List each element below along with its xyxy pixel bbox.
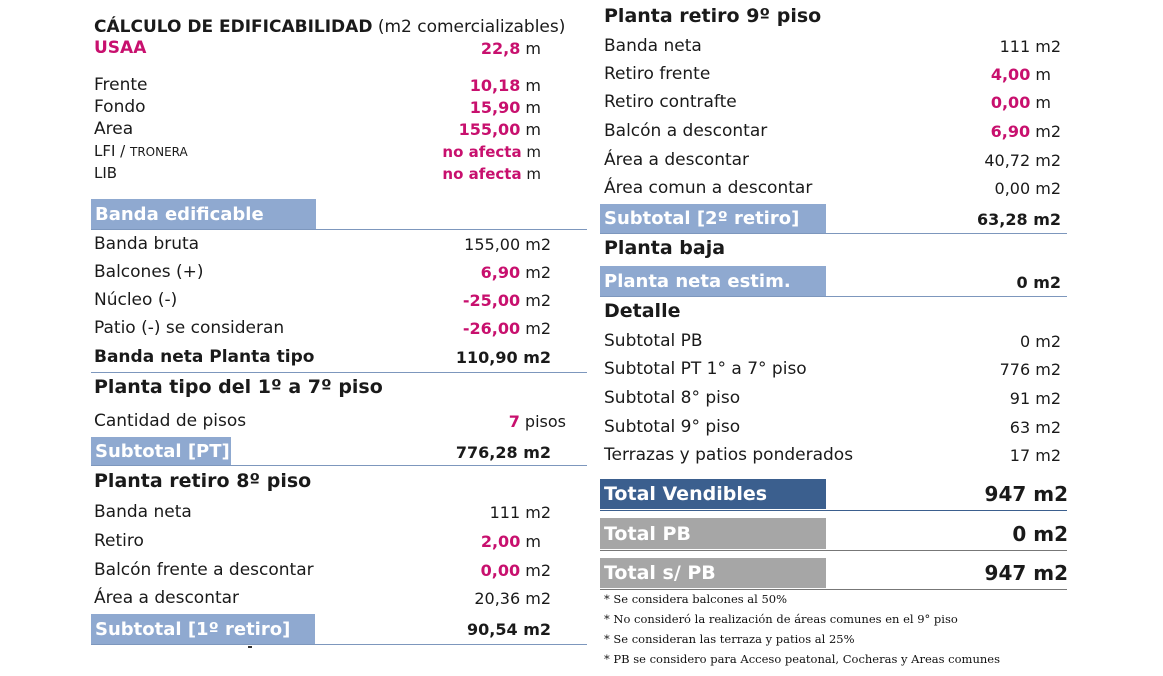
calc-title-rest: (m2 comercializables) — [372, 17, 566, 37]
retiro-frente-number: 4,00 — [990, 65, 1031, 84]
frente-label: Frente — [94, 75, 148, 95]
patio-label: Patio (-) se consideran — [94, 318, 285, 338]
calc-title — [94, 17, 565, 37]
subtotal-r2-rule — [600, 233, 1067, 234]
detalle-8-label: Subtotal 8° piso — [604, 388, 741, 408]
subtotal-pt-band: Subtotal [PT] — [91, 437, 231, 465]
retiro9-area-value: 40,72 m2 — [984, 151, 1061, 170]
retiro-contrafte-unit: m — [1030, 93, 1051, 112]
retiro-contrafte-number: 0,00 — [990, 93, 1031, 112]
banda-rule — [91, 229, 587, 230]
retiro8-retiro-unit: m — [520, 532, 541, 551]
frente-number: 10,18 — [469, 76, 521, 95]
lfi-label-small: TRONERA — [130, 145, 188, 159]
area-unit: m — [520, 120, 541, 139]
balcon-descontar-unit: m2 — [1030, 122, 1061, 141]
subtotal-r1-rule — [91, 644, 587, 645]
total-vendibles-rule — [600, 510, 1067, 511]
patio-unit: m2 — [520, 319, 551, 338]
fondo-unit: m — [520, 98, 541, 117]
nucleo-number: -25,00 — [462, 291, 521, 310]
area-value — [459, 120, 541, 139]
calc-title-bold: CÁLCULO DE EDIFICABILIDAD — [94, 17, 373, 37]
retiro8-balcon-label: Balcón frente a descontar — [94, 560, 314, 580]
note-3: * Se consideran las terraza y patios al 25% — [604, 632, 855, 646]
stray-mark — [248, 646, 252, 648]
retiro8-balcon-number: 0,00 — [480, 561, 521, 580]
retiro8-retiro-value — [481, 532, 541, 551]
frente-value — [470, 76, 541, 95]
planta-neta-value: 0 m2 — [1016, 273, 1061, 292]
balcon-descontar-value — [991, 122, 1061, 141]
patio-number: -26,00 — [462, 319, 521, 338]
subtotal-r2-band: Subtotal [2º retiro] — [600, 204, 826, 233]
subtotal-pt-value: 776,28 m2 — [455, 443, 551, 462]
subtotal-r1-band: Subtotal [1º retiro] — [91, 614, 315, 644]
fondo-label: Fondo — [94, 97, 146, 117]
detalle-pt-label: Subtotal PT 1° a 7° piso — [604, 359, 807, 379]
total-spb-rule — [600, 589, 1067, 590]
lfi-value — [442, 143, 541, 161]
retiro-frente-value — [991, 65, 1051, 84]
balcon-descontar-number: 6,90 — [990, 122, 1031, 141]
retiro-contrafte-value — [991, 93, 1051, 112]
lfi-number: no afecta — [442, 143, 522, 161]
total-pb-value: 0 m2 — [1012, 522, 1068, 546]
balcones-number: 6,90 — [480, 263, 521, 282]
banda-neta-rule — [91, 372, 587, 373]
retiro9-banda-neta-label: Banda neta — [604, 36, 702, 56]
total-pb-band: Total PB — [600, 518, 826, 549]
detalle-8-value: 91 m2 — [1009, 389, 1061, 408]
planta-tipo-title: Planta tipo del 1º a 7º piso — [94, 376, 383, 398]
detalle-terrazas-label: Terrazas y patios ponderados — [604, 445, 854, 465]
banda-neta-label: Banda neta Planta tipo — [94, 347, 315, 367]
lib-value — [442, 165, 541, 183]
cantidad-pisos-number: 7 — [508, 412, 520, 431]
retiro8-banda-neta-label: Banda neta — [94, 502, 192, 522]
cantidad-pisos-label: Cantidad de pisos — [94, 411, 247, 431]
fondo-number: 15,90 — [469, 98, 521, 117]
retiro8-retiro-label: Retiro — [94, 531, 144, 551]
banda-neta-value: 110,90 m2 — [455, 348, 551, 367]
planta-baja-title: Planta baja — [604, 237, 726, 259]
balcon-descontar-label: Balcón a descontar — [604, 121, 768, 141]
subtotal-pt-rule — [91, 465, 587, 466]
note-2: * No consideró la realización de áreas comunes en el 9° piso — [604, 612, 958, 626]
retiro8-banda-neta-value: 111 m2 — [489, 503, 551, 522]
retiro8-area-label: Área a descontar — [94, 588, 240, 608]
detalle-9-label: Subtotal 9° piso — [604, 417, 741, 437]
total-vendibles-band: Total Vendibles — [600, 479, 826, 509]
retiro8-balcon-unit: m2 — [520, 561, 551, 580]
cantidad-pisos-value — [509, 412, 566, 431]
area-comun-value: 0,00 m2 — [994, 179, 1061, 198]
usaa-value — [481, 39, 541, 58]
planta-neta-rule — [600, 296, 1067, 297]
detalle-9-value: 63 m2 — [1009, 418, 1061, 437]
retiro-frente-label: Retiro frente — [604, 64, 711, 84]
total-vendibles-value: 947 m2 — [984, 482, 1068, 506]
detalle-terrazas-value: 17 m2 — [1009, 446, 1061, 465]
planta-neta-band: Planta neta estim. — [600, 266, 826, 296]
detalle-pb-value: 0 m2 — [1019, 332, 1061, 351]
total-spb-band: Total s/ PB — [600, 558, 826, 588]
note-4: * PB se considero para Acceso peatonal, Cocheras y Areas comunes — [604, 652, 1000, 666]
retiro8-balcon-value — [481, 561, 551, 580]
lib-number: no afecta — [442, 165, 522, 183]
subtotal-r1-value: 90,54 m2 — [467, 620, 551, 639]
balcones-value — [481, 263, 551, 282]
retiro8-retiro-number: 2,00 — [480, 532, 521, 551]
nucleo-unit: m2 — [520, 291, 551, 310]
retiro-frente-unit: m — [1030, 65, 1051, 84]
usaa-label: USAA — [94, 38, 147, 58]
lib-unit: m — [521, 165, 541, 183]
area-number: 155,00 — [458, 120, 521, 139]
retiro-contrafte-label: Retiro contrafte — [604, 92, 737, 112]
nucleo-label: Núcleo (-) — [94, 290, 178, 310]
usaa-number: 22,8 — [480, 39, 521, 58]
usaa-unit: m — [520, 39, 541, 58]
fondo-value — [470, 98, 541, 117]
frente-unit: m — [520, 76, 541, 95]
total-pb-rule — [600, 550, 1067, 551]
cantidad-pisos-unit: pisos — [519, 412, 566, 431]
banda-edificable-header: Banda edificable — [91, 199, 316, 229]
retiro8-title: Planta retiro 8º piso — [94, 470, 312, 492]
retiro9-title: Planta retiro 9º piso — [604, 5, 822, 27]
area-label: Area — [94, 119, 134, 139]
lib-label: LIB — [94, 164, 118, 182]
subtotal-r2-value: 63,28 m2 — [977, 210, 1061, 229]
note-1: * Se considera balcones al 50% — [604, 592, 788, 606]
lfi-unit: m — [521, 143, 541, 161]
lfi-label-main: LFI / — [94, 142, 130, 160]
patio-value — [463, 319, 551, 338]
retiro8-area-value: 20,36 m2 — [474, 589, 551, 608]
balcones-label: Balcones (+) — [94, 262, 204, 282]
nucleo-value — [463, 291, 551, 310]
banda-bruta-label: Banda bruta — [94, 234, 200, 254]
detalle-pt-value: 776 m2 — [999, 360, 1061, 379]
lfi-label — [94, 142, 188, 160]
retiro9-banda-neta-value: 111 m2 — [999, 37, 1061, 56]
detalle-pb-label: Subtotal PB — [604, 331, 703, 351]
total-spb-value: 947 m2 — [984, 561, 1068, 585]
area-comun-label: Área comun a descontar — [604, 178, 813, 198]
balcones-unit: m2 — [520, 263, 551, 282]
retiro9-area-label: Área a descontar — [604, 150, 750, 170]
banda-bruta-value: 155,00 m2 — [464, 235, 551, 254]
detalle-title: Detalle — [604, 300, 681, 322]
